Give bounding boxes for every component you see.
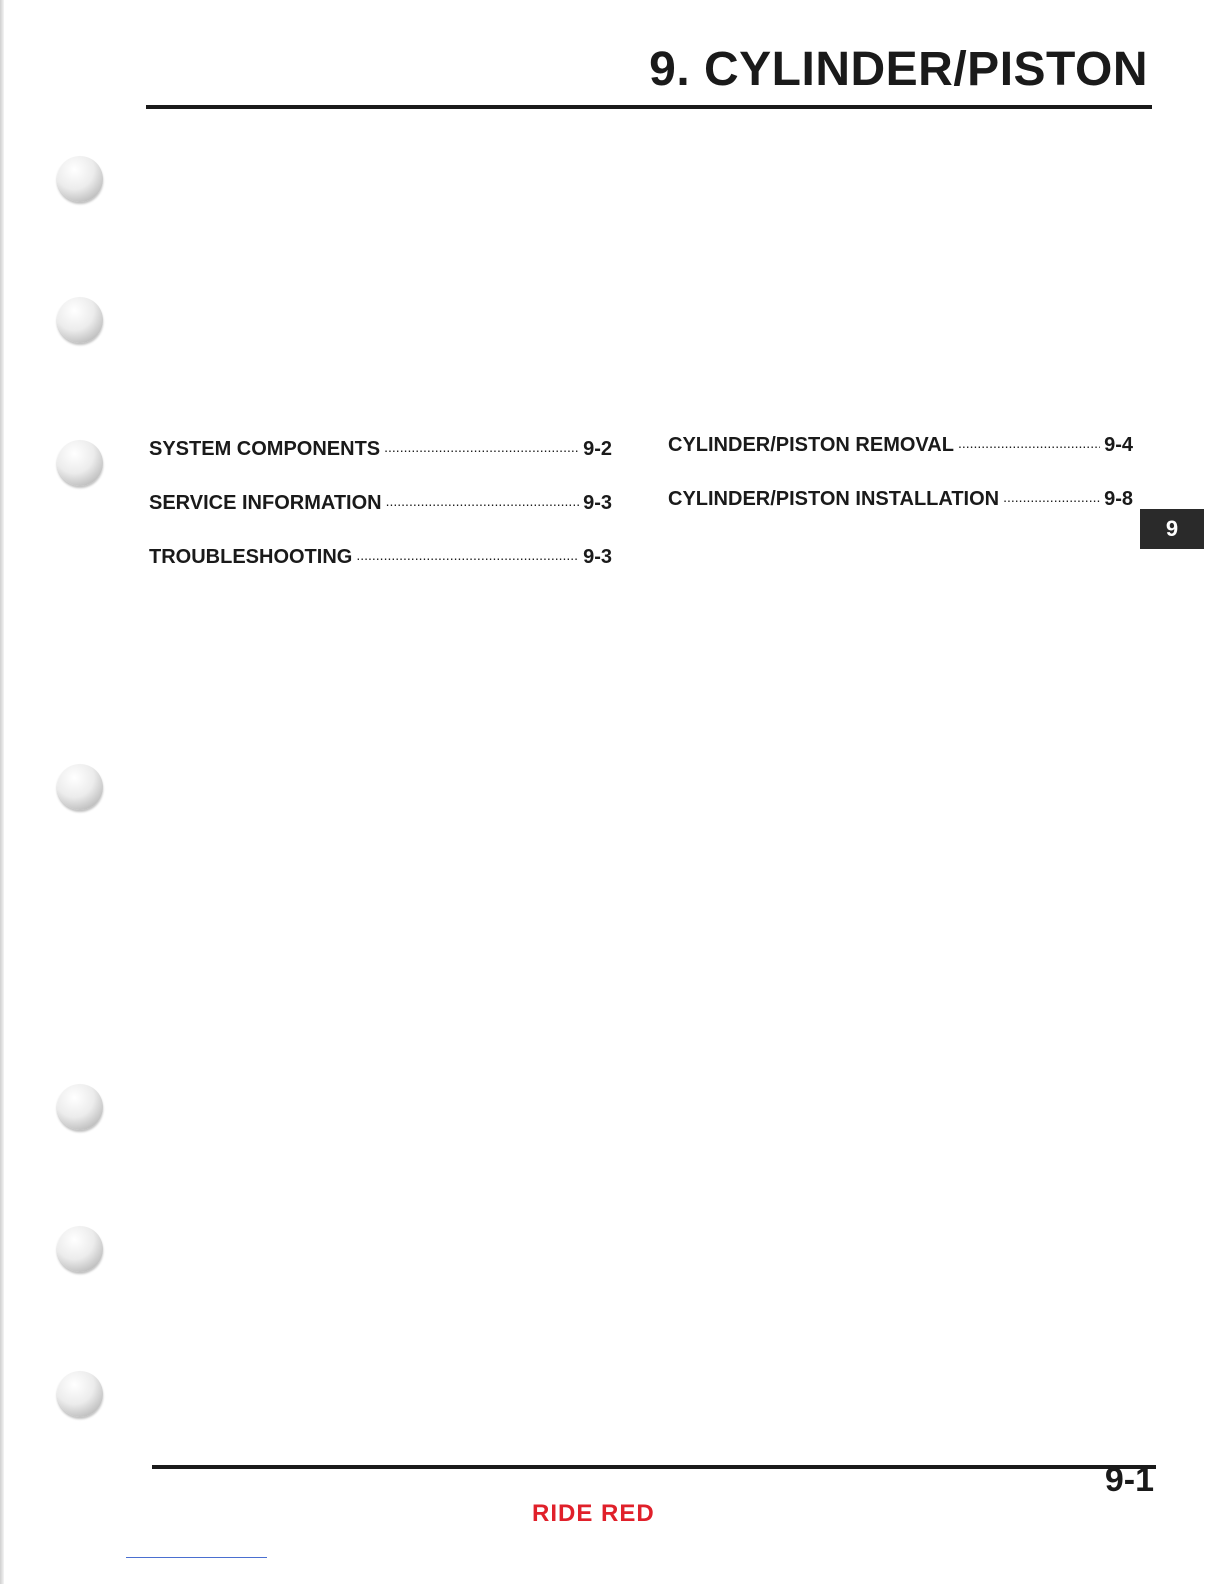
toc-leader-dots (356, 547, 579, 563)
toc-left-column (149, 438, 612, 600)
toc-leader-dots (958, 435, 1100, 451)
toc-entry[interactable] (668, 434, 1133, 488)
footer-divider (152, 1465, 1156, 1469)
section-tab-marker: 9 (1140, 509, 1204, 549)
toc-entry-label: CYLINDER/PISTON INSTALLATION (668, 488, 1000, 510)
toc-entry-page: 9-2 (583, 438, 612, 460)
toc-entry-page: 9-3 (583, 546, 612, 568)
toc-entry[interactable] (149, 546, 612, 600)
toc-entry[interactable] (149, 492, 612, 546)
toc-entry[interactable] (668, 488, 1133, 542)
toc-entry-page: 9-4 (1104, 434, 1133, 456)
bottom-underline (126, 1557, 267, 1558)
binder-hole (57, 440, 103, 486)
page-title: 9. CYLINDER/PISTON (649, 43, 1148, 96)
title-divider (146, 105, 1152, 109)
toc-entry-page: 9-8 (1104, 488, 1133, 510)
page-edge-shadow (0, 0, 4, 1584)
toc-entry-label: SYSTEM COMPONENTS (149, 438, 381, 460)
binder-hole (57, 156, 103, 202)
toc-entry-label: SERVICE INFORMATION (149, 492, 382, 514)
toc-right-column (668, 434, 1133, 542)
toc-entry-page: 9-3 (583, 492, 612, 514)
toc-leader-dots (384, 439, 579, 455)
toc-entry[interactable] (149, 438, 612, 492)
binder-hole (57, 764, 103, 810)
binder-hole (57, 297, 103, 343)
binder-hole (57, 1084, 103, 1130)
footer-brand-logo: RIDE RED (532, 1500, 655, 1527)
binder-hole (57, 1226, 103, 1272)
toc-entry-label: TROUBLESHOOTING (149, 546, 353, 568)
binder-hole (57, 1371, 103, 1417)
toc-entry-label: CYLINDER/PISTON REMOVAL (668, 434, 954, 456)
page-number: 9-1 (1104, 1461, 1154, 1499)
toc-leader-dots (1003, 489, 1100, 505)
toc-leader-dots (386, 493, 579, 509)
